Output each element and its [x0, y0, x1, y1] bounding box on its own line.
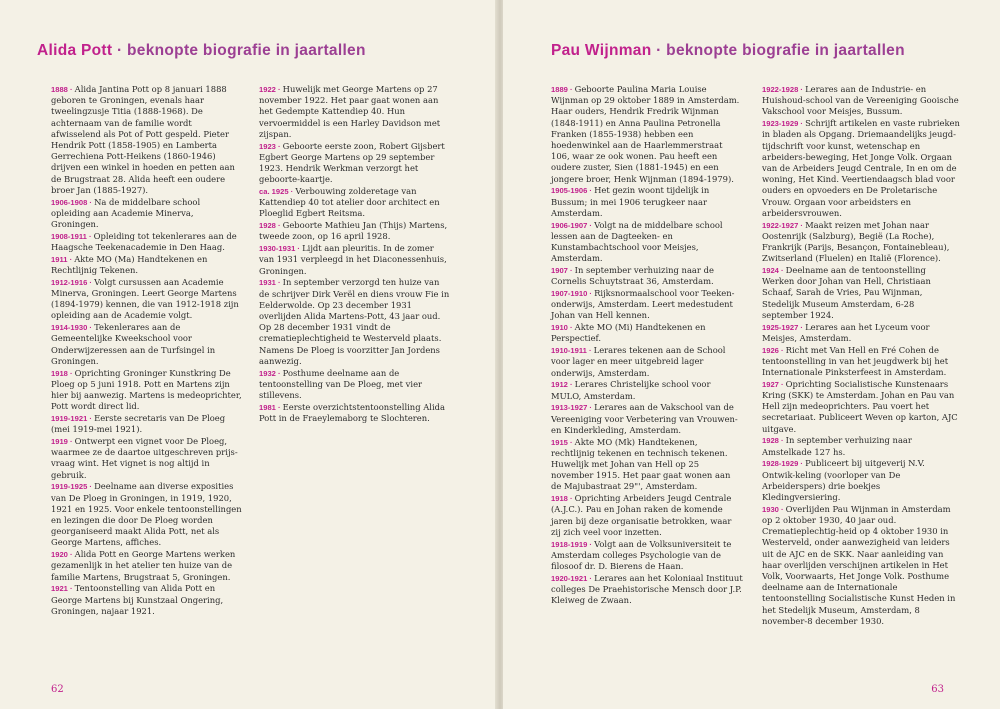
entry-year: 1922-1928 ·	[762, 85, 806, 94]
entry-text: Geboorte Mathieu Jan (Thijs) Martens, tweede zoon, op 16 april 1928.	[259, 220, 448, 242]
entry-year: 1920 ·	[51, 550, 75, 560]
entry-text: In september verhuizing naar de Cornelis Schuytstraat 36, Amsterdam.	[551, 265, 714, 287]
entry-text: Eerste secretaris van De Ploeg (mei 1919-mei 1921).	[51, 413, 226, 435]
timeline-entry	[762, 322, 960, 344]
entry-text: Oprichting Arbeiders Jeugd Centrale (A.J.C.). Pau en Johan raken de komende jaren bij deze organisatie betrokken, waar zij zich veel voor inzetten.	[551, 493, 732, 537]
entry-text: Ontwerpt een vignet voor De Ploeg, waarmee ze de daartoe uitgeschreven prijs-vraag wint. Het vignet is nog altijd in gebruik.	[51, 436, 238, 480]
timeline-entry	[762, 379, 960, 435]
entry-year: 1930 ·	[762, 504, 786, 514]
left-title-name: Alida Pott	[37, 42, 113, 59]
entry-text: Richt met Van Hell en Fré Cohen de tentoonstelling in van het jeugdwerk bij het Internationale Pinksterfeest in Amsterdam.	[762, 344, 949, 378]
entry-year: ca. 1925 ·	[259, 187, 296, 197]
entry-text: Posthume deelname aan de tentoonstelling van De Ploeg, met vier stillevens.	[259, 367, 423, 401]
timeline-entry	[259, 84, 450, 140]
entry-year: 1927 ·	[762, 379, 786, 389]
entry-year: 1922-1927 ·	[762, 220, 806, 230]
entry-year: 1919-1925 ·	[51, 482, 95, 492]
entry-text: Akte MO (Ma) Handtekenen en Rechtlijnig Tekenen.	[51, 253, 208, 276]
entry-year: 1931 ·	[259, 278, 283, 288]
entry-text: Lerares aan het Koloniaal Instituut colleges De Praehistorische Mensch door J.P. Kleiweg de Zwaan.	[551, 572, 743, 606]
left-page-title	[37, 42, 366, 60]
timeline-entry	[762, 265, 960, 321]
timeline-entry	[551, 437, 743, 493]
entry-year: 1915 ·	[551, 437, 575, 447]
entry-year: 1913-1927 ·	[551, 403, 595, 413]
entry-text: Rijksnormaalschool voor Teeken-onderwijs, Amsterdam. Leert medestudent Johan van Hell kennen.	[551, 288, 735, 321]
entry-year: 1928-1929 ·	[762, 459, 806, 469]
entry-text: Verbouwing zolderetage van Kattendiep 40 tot atelier door architect en Ploeglid Egbert Reitsma.	[259, 186, 440, 219]
timeline-entry	[551, 493, 743, 538]
timeline-entry	[259, 186, 450, 220]
entry-text: Volgt na de middelbare school lessen aan de Dagteeken- en Kunstambachtschool voor Meisjes, Amsterdam.	[551, 219, 723, 264]
entry-text: Lerares aan het Lyceum voor Meisjes, Amsterdam.	[762, 321, 930, 343]
timeline-entry	[762, 345, 960, 379]
entry-text: Geboorte Paulina Maria Louise Wijnman op 29 oktober 1889 in Amsterdam. Haar ouders, Hendrik Fredrik Wijnman (1848-1911) en Anna Paulina Petronella Franken (1855-1938) hebben een hoedenwinkel aan de Haarlemmerstraat 106, waar ze ook wonen. Pau heeft een oudere zuster, Sien (1881-1945) en een jongere broer, Henk Wijnman (1894-1979).	[551, 84, 740, 184]
right-column-1	[551, 84, 743, 628]
entry-year: 1906-1907 ·	[551, 220, 595, 230]
entry-text: Volgt aan de Volksuniversiteit te Amsterdam colleges Psychologie van de filosoof dr. D. Bierens de Haan.	[551, 538, 732, 572]
entry-text: In september verzorgd ten huize van de schrijver Dirk Verël en diens vrouw Fie in Eelderwolde. Op 23 december 1931 overlijden Alida Martens-Pott, 43 jaar oud. Op 28 december 1931 vindt de crematieplechtigheid te Westerveld plaats. Namens De Ploeg is voorzitter Jan Jordens aanwezig.	[259, 277, 450, 366]
entry-year: 1918-1919 ·	[551, 539, 595, 549]
timeline-entry	[51, 436, 242, 481]
timeline-entry	[51, 197, 242, 231]
entry-year: 1923 ·	[259, 141, 283, 151]
timeline-entry	[51, 549, 242, 583]
entry-text: Schrijft artikelen en vaste rubrieken in bladen als Opgang. Driemaandelijks jeugd-tijdschrift voor kunst, wetenschap en arbeiders-beweging, Het Jonge Volk. Orgaan van de Arbeiders Jeugd Centrale, In en om de woning, Het Kind. Veertiendaagsch blad voor ouders en opvoeders en De Proletarische Vrouw. Orgaan voor arbeidsters en arbeidersvrouwen.	[762, 118, 960, 218]
timeline-entry	[259, 141, 450, 186]
left-column-2	[259, 84, 450, 618]
timeline-entry	[551, 220, 743, 265]
entry-text: Geboorte eerste zoon, Robert Gijsbert Egbert George Martens op 29 september 1923. Hendrik Werkman verzorgt het geboorte-kaartje.	[259, 140, 445, 185]
left-column-1	[51, 84, 242, 618]
right-title-separator: ·	[651, 42, 667, 59]
entry-year: 1910 ·	[551, 323, 575, 333]
right-page	[503, 0, 1000, 709]
entry-text: Maakt reizen met Johan naar Oostenrijk (Salzburg), Begië (La Roche), Frankrijk (Parijs, Besançon, Fontainebleau), Zwitserland (Fluelen) en Italië (Florence).	[762, 219, 950, 264]
timeline-entry	[551, 573, 743, 607]
entry-text: Publiceert bij uitgeverij N.V. Ontwik-keling (voorloper van De Arbeiderspers) drie boekjes Kledingversiering.	[762, 458, 925, 503]
entry-text: Lerares aan de Vakschool van de Vereeniging voor Verbetering van Vrouwen-en Kinderkleding, Amsterdam.	[551, 402, 738, 435]
timeline-entry	[51, 84, 242, 196]
entry-year: 1928 ·	[259, 221, 283, 231]
timeline-entry	[762, 84, 960, 118]
timeline-entry	[259, 368, 450, 402]
left-columns	[51, 84, 450, 618]
entry-year: 1922 ·	[259, 85, 283, 94]
entry-text: Alida Pott en George Martens werken gezamenlijk in het atelier ten huize van de familie Martens, Brugstraat 5, Groningen.	[51, 549, 236, 582]
entry-text: Tekenlerares aan de Gemeentelijke Kweekschool voor Onderwijzeressen aan de Turfsingel in Groningen.	[51, 322, 216, 366]
entry-year: 1921 ·	[51, 584, 75, 594]
timeline-entry	[551, 288, 743, 322]
entry-year: 1930-1931 ·	[259, 244, 303, 254]
entry-year: 1911 ·	[51, 254, 75, 264]
entry-year: 1924 ·	[762, 266, 786, 276]
entry-year: 1923-1929 ·	[762, 119, 806, 129]
entry-year: 1912-1916 ·	[51, 277, 95, 287]
timeline-entry	[551, 379, 743, 401]
entry-year: 1925-1927 ·	[762, 322, 806, 332]
entry-year: 1908-1911 ·	[51, 231, 94, 241]
entry-text: Na de middelbare school opleiding aan Academie Minerva, Groningen.	[51, 196, 201, 230]
right-columns	[551, 84, 960, 628]
right-page-title	[551, 42, 905, 60]
entry-year: 1926 ·	[762, 345, 786, 355]
timeline-entry	[51, 254, 242, 276]
left-page-number: 62	[51, 684, 64, 695]
entry-text: Tentoonstelling van Alida Pott en George Martens bij Kunstzaal Ongering, Groningen, najaar 1921.	[51, 583, 224, 616]
timeline-entry	[51, 413, 242, 435]
entry-text: Lijdt aan pleuritis. In de zomer van 1931 verpleegd in het Diaconessenhuis, Groningen.	[259, 243, 447, 276]
timeline-entry	[51, 481, 242, 548]
entry-text: Opleiding tot tekenlerares aan de Haagsche Teekenacademie in Den Haag.	[51, 230, 237, 253]
timeline-entry	[551, 265, 743, 287]
timeline-entry	[551, 322, 743, 344]
entry-text: Volgt cursussen aan Academie Minerva, Groningen. Leert George Martens (1894-1979) kennen, die van 1912-1918 zijn opleiding aan de Academie volgt.	[51, 276, 239, 321]
timeline-entry	[551, 539, 743, 573]
timeline-entry	[551, 345, 743, 379]
entry-text: Akte MO (Mi) Handtekenen en Perspectief.	[551, 322, 706, 344]
right-column-2	[762, 84, 960, 628]
left-title-separator: ·	[112, 42, 128, 59]
entry-year: 1914-1930 ·	[51, 323, 95, 333]
entry-text: Akte MO (Mk) Handtekenen, rechtlijnig tekenen en technisch tekenen. Huwelijk met Johan van Hell op 25 november 1915. Het paar gaat wonen aan de Majubastraat 29"', Amsterdam.	[551, 436, 731, 492]
timeline-entry	[51, 368, 242, 413]
entry-year: 1928 ·	[762, 436, 786, 446]
timeline-entry	[762, 504, 960, 627]
right-title-subtitle: beknopte biografie in jaartallen	[666, 42, 905, 59]
right-page-number: 63	[931, 684, 944, 695]
entry-text: Alida Jantina Pott op 8 januari 1888 geboren te Groningen, evenals haar tweelingzusje Titia (1888-1968). De achternaam van de familie wordt afwisselend als Pot of Pott gespeld. Pieter Hendrik Pott (1858-1905) en Lamberta Gerrechiena Pott-Heikens (1860-1946) drijven een winkel in hoeden en petten aan de Brugstraat 28. Alida heeft een oudere broer Jan (1885-1927).	[51, 84, 235, 195]
entry-year: 1910-1911 ·	[551, 346, 594, 356]
entry-year: 1907-1910 ·	[551, 289, 595, 299]
timeline-entry	[51, 583, 242, 617]
right-title-name: Pau Wijnman	[551, 42, 652, 59]
timeline-entry	[551, 402, 743, 436]
entry-year: 1919 ·	[51, 437, 75, 447]
entry-text: Het gezin woont tijdelijk in Bussum; in mei 1906 terugkeer naar Amsterdam.	[551, 185, 710, 218]
left-page	[0, 0, 497, 709]
entry-text: Overlijden Pau Wijnman in Amsterdam op 2 oktober 1930, 40 jaar oud. Crematieplechtig-heid op 4 oktober 1930 in Westerveld, onder aanwezigheid van leiders uit de AJC en de SKK. Naar aanleiding van haar overlijden verschijnen artikelen in Het Volk, Voorwaarts, Het Jonge Volk. Posthume deelname aan de Internationale tentoonstelling Socialistische Kunst Heden in het Stedelijk Museum, Amsterdam, 8 november-8 december 1930.	[762, 503, 956, 626]
timeline-entry	[259, 243, 450, 277]
timeline-entry	[762, 220, 960, 265]
timeline-entry	[51, 277, 242, 322]
entry-year: 1889 ·	[551, 85, 575, 94]
entry-year: 1918 ·	[551, 494, 575, 504]
entry-text: Lerares Christelijke school voor MULO, Amsterdam.	[551, 379, 711, 401]
timeline-entry	[259, 220, 450, 242]
entry-text: Oprichting Groninger Kunstkring De Ploeg op 5 juni 1918. Pott en Martens zijn hier bij aanwezig. Martens is medeoprichter, Pott wordt direct lid.	[51, 367, 242, 412]
entry-text: Deelname aan diverse exposities van De Ploeg in Groningen, in 1919, 1920, 1921 en 1925. Voor enkele tentoonstellingen en lezingen die door De Ploeg worden georganiseerd maakt Alida Pott, net als George Martens, affiches.	[51, 481, 242, 548]
entry-text: In september verhuizing naar Amstelkade 127 hs.	[762, 435, 912, 457]
entry-text: Oprichting Socialistische Kunstenaars Kring (SKK) te Amsterdam. Johan en Pau van Hell zijn medeoprichters. Pau voert het secretariaat. Publiceert Weven op karton, AJC uitgave.	[762, 378, 958, 434]
entry-year: 1907 ·	[551, 266, 575, 276]
entry-year: 1918 ·	[51, 368, 75, 378]
entry-year: 1920-1921 ·	[551, 573, 595, 583]
timeline-entry	[762, 118, 960, 219]
timeline-entry	[762, 435, 960, 457]
entry-year: 1981 ·	[259, 402, 283, 412]
timeline-entry	[259, 402, 450, 424]
entry-text: Lerares tekenen aan de School voor lager en meer uitgebreid lager onderwijs, Amsterdam.	[551, 345, 726, 378]
timeline-entry	[762, 458, 960, 503]
entry-text: Huwelijk met George Martens op 27 november 1922. Het paar gaat wonen aan het Gedempte Kattendiep 40. Hun vervoermiddel is een Harley Davidson met zijspan.	[259, 84, 441, 139]
timeline-entry	[551, 84, 743, 185]
entry-year: 1906-1908 ·	[51, 197, 95, 207]
timeline-entry	[51, 231, 242, 253]
left-title-subtitle: beknopte biografie in jaartallen	[127, 42, 366, 59]
entry-year: 1932 ·	[259, 368, 283, 378]
timeline-entry	[259, 277, 450, 367]
entry-text: Eerste overzichtstentoonstelling Alida Pott in de Fraeylemaborg te Slochteren.	[259, 401, 445, 424]
entry-year: 1912 ·	[551, 380, 575, 390]
entry-text: Lerares aan de Industrie- en Huishoud-school van de Vereeniging Gooische Vakschool voor Meisjes, Bussum.	[762, 84, 959, 117]
entry-text: Deelname aan de tentoonstelling Werken door Johan van Hell, Christiaan Schaaf, Sarah de Vries, Pau Wijnman, Stedelijk Museum Amsterdam, 6-28 september 1924.	[762, 265, 931, 320]
entry-year: 1888 ·	[51, 85, 75, 94]
entry-year: 1905-1906 ·	[551, 186, 595, 196]
timeline-entry	[51, 322, 242, 367]
timeline-entry	[551, 185, 743, 219]
entry-year: 1919-1921 ·	[51, 414, 95, 424]
